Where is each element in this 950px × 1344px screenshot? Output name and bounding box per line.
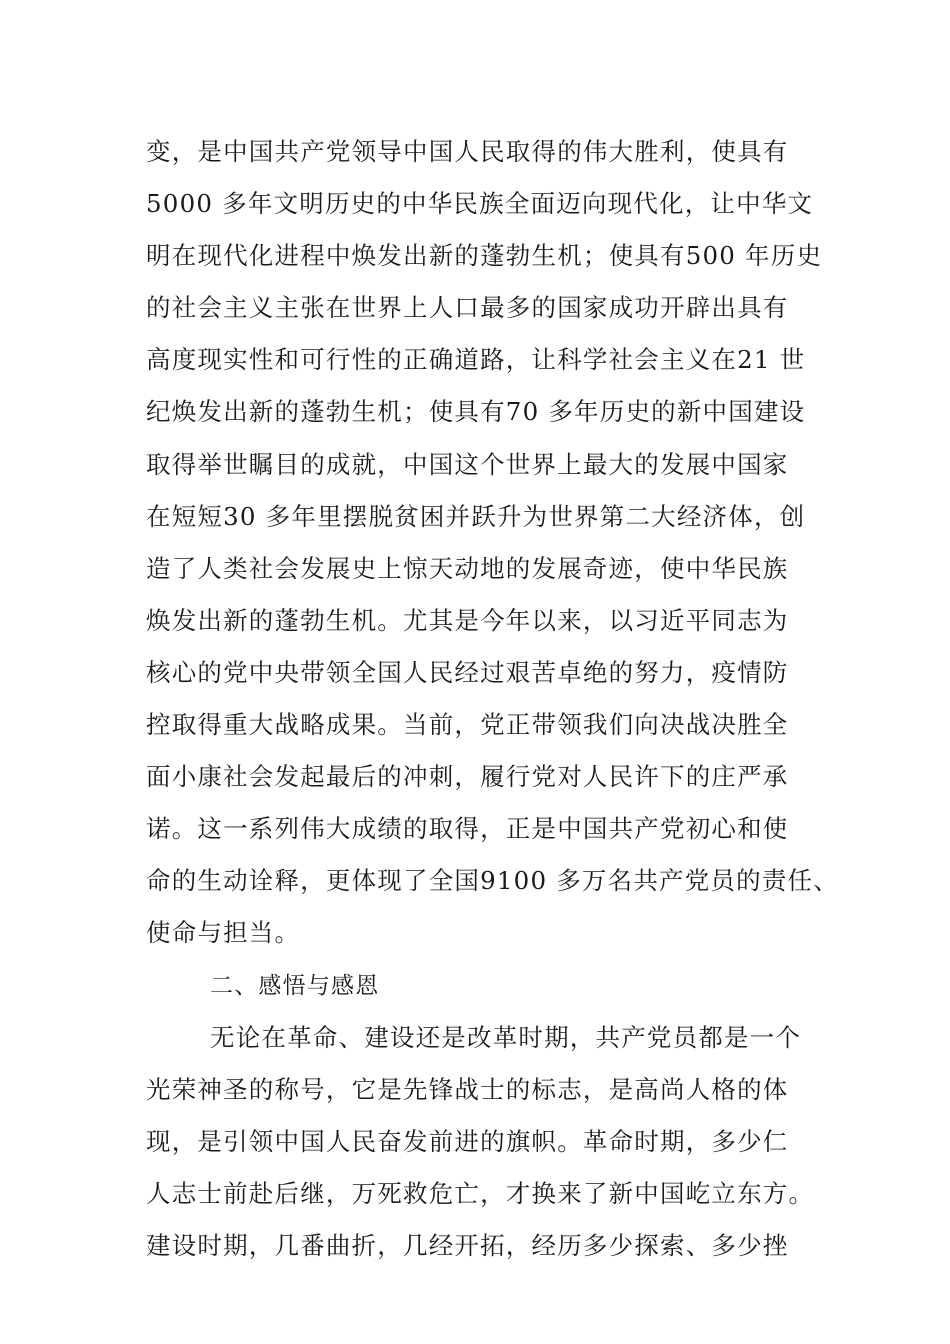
- text-line: 人志士前赴后继，万死救危亡，才换来了新中国屹立东方。: [146, 1178, 815, 1208]
- text-line: 命的生动诠释，更体现了全国9100 多万名共产党员的责任、: [146, 866, 839, 896]
- text-line: 纪焕发出新的蓬勃生机；使具有70 多年历史的新中国建设: [146, 397, 806, 427]
- text-line: 核心的党中央带领全国人民经过艰苦卓绝的努力，疫情防: [146, 657, 789, 687]
- text-line: 使命与担当。: [146, 918, 301, 948]
- text-line: 明在现代化进程中焕发出新的蓬勃生机；使具有500 年历史: [146, 241, 823, 271]
- text-line: 高度现实性和可行性的正确道路，让科学社会主义在21 世: [146, 345, 806, 375]
- text-line: 5000 多年文明历史的中华民族全面迈向现代化，让中华文: [146, 189, 814, 219]
- text-line: 建设时期，几番曲折，几经开拓，经历多少探索、多少挫: [146, 1230, 789, 1260]
- text-line: 光荣神圣的称号，它是先锋战士的标志，是高尚人格的体: [146, 1074, 789, 1104]
- text-line: 控取得重大战略成果。当前，党正带领我们向决战决胜全: [146, 710, 789, 740]
- text-line: 诺。这一系列伟大成绩的取得，正是中国共产党初心和使: [146, 814, 789, 844]
- text-line: 取得举世瞩目的成就，中国这个世界上最大的发展中国家: [146, 449, 789, 479]
- body-text: [146, 130, 839, 1276]
- text-line: 的社会主义主张在世界上人口最多的国家成功开辟出具有: [146, 293, 789, 323]
- text-line: 面小康社会发起最后的冲刺，履行党对人民许下的庄严承: [146, 762, 789, 792]
- text-line: 在短短30 多年里摆脱贫困并跃升为世界第二大经济体，创: [146, 501, 806, 531]
- section-heading: 二、感悟与感恩: [210, 972, 380, 999]
- text-line: 造了人类社会发展史上惊天动地的发展奇迹，使中华民族: [146, 553, 789, 583]
- text-line: 焕发出新的蓬勃生机。尤其是今年以来，以习近平同志为: [146, 605, 789, 635]
- paragraph-first-line: 无论在革命、建设还是改革时期，共产党员都是一个: [210, 1022, 802, 1052]
- text-line: 变，是中国共产党领导中国人民取得的伟大胜利，使具有: [146, 137, 789, 166]
- text-line: 现，是引领中国人民奋发前进的旗帜。革命时期，多少仁: [146, 1126, 789, 1156]
